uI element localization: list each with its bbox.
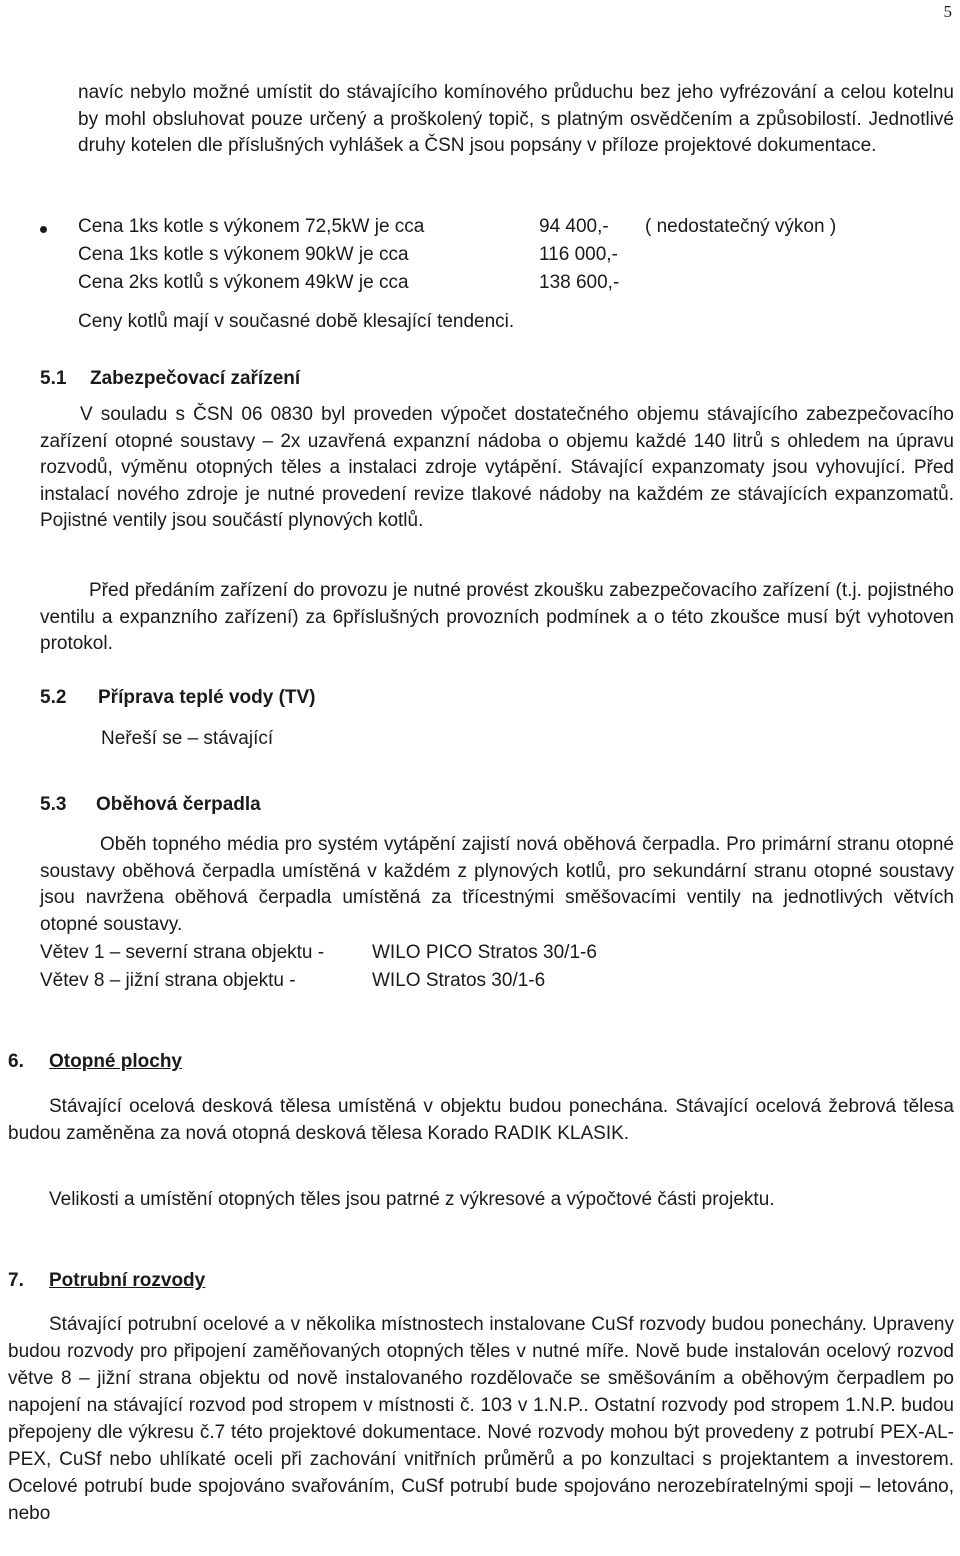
price-amount: 94 400,- bbox=[539, 216, 609, 237]
branch-label: Větev 8 – jižní strana objektu - bbox=[40, 970, 296, 991]
branch-pump: WILO PICO Stratos 30/1-6 bbox=[372, 942, 597, 963]
intro-paragraph: navíc nebylo možné umístit do stávajícího komínového průduchu bez jeho vyfrézování a celou kotelnu by mohl obsluhovat pouze určený a proškolený topič, s platným osvědčením a způsobilostí. Jednotlivé druhy kotelen dle příslušných vyhlášek a ČSN jsou popsány v příloze projektové dokumentace. bbox=[78, 82, 954, 156]
price-amount: 138 600,- bbox=[539, 272, 620, 293]
section-heading-5-3 bbox=[40, 792, 261, 818]
section-title: Příprava teplé vody (TV) bbox=[98, 687, 316, 708]
page-number: 5 bbox=[943, 2, 952, 21]
price-amount: 116 000,- bbox=[539, 244, 618, 265]
section-number: 6. bbox=[8, 1051, 24, 1072]
section-heading-6 bbox=[8, 1049, 182, 1075]
price-trend: Ceny kotlů mají v současné době klesající tendenci. bbox=[78, 311, 515, 332]
section-title: Oběhová čerpadla bbox=[96, 794, 261, 815]
branch-pump: WILO Stratos 30/1-6 bbox=[372, 970, 546, 991]
section-number: 5.2 bbox=[40, 687, 67, 708]
section-title: Otopné plochy bbox=[49, 1051, 182, 1072]
section-5-1-paragraph-1: V souladu s ČSN 06 0830 byl proveden výpočet dostatečného objemu stávajícího zabezpečovacího zařízení otopné soustavy – 2x uzavřená expanzní nádoba o objemu každé 140 litrů s ohledem na úpravu rozvodů, výměnu otopných těles a instalaci zdroje vytápění. Stávající expanzomaty jsou vyhovující. Před instalací nového zdroje je nutné provedení revize tlakové nádoby na každém ze stávajících expanzomatů. Pojistné ventily jsou součástí plynových kotlů. bbox=[40, 404, 954, 531]
price-desc: Cena 1ks kotle s výkonem 72,5kW je cca bbox=[78, 216, 425, 237]
section-6-paragraph-2: Velikosti a umístění otopných těles jsou patrné z výkresové a výpočtové části projektu. bbox=[49, 1189, 775, 1210]
section-number: 7. bbox=[8, 1270, 24, 1291]
section-5-1-paragraph-2: Před předáním zařízení do provozu je nutné provést zkoušku zabezpečovacího zařízení (t.j. pojistného ventilu a expanzního zařízení) za 6příslušných provozních podmínek a o této zkoušce musí být vyhotoven protokol. bbox=[40, 580, 954, 654]
branch-label: Větev 1 – severní strana objektu - bbox=[40, 942, 325, 963]
bullet-icon bbox=[40, 226, 47, 233]
section-number: 5.1 bbox=[40, 368, 67, 389]
section-6-paragraph-1: Stávající ocelová desková tělesa umístěná v objektu budou ponechána. Stávající ocelová žebrová tělesa budou zaměněna za nová otopná desková tělesa Korado RADIK KLASIK. bbox=[8, 1096, 954, 1144]
price-desc: Cena 2ks kotlů s výkonem 49kW je cca bbox=[78, 272, 409, 293]
section-title: Zabezpečovací zařízení bbox=[90, 368, 301, 389]
section-5-2-text: Neřeší se – stávající bbox=[101, 728, 274, 749]
section-heading-5-2 bbox=[40, 685, 316, 711]
section-heading-7 bbox=[8, 1268, 205, 1294]
section-5-3-paragraph: Oběh topného média pro systém vytápění zajistí nová oběhová čerpadla. Pro primární stranu otopné soustavy oběhová čerpadla umístěná v každém z plynových kotlů, pro sekundární stranu otopné soustavy jsou navržena oběhová čerpadla umístěná za třícestnými směšovacími ventily na jednotlivých větvích otopné soustavy. bbox=[40, 834, 954, 935]
price-note: ( nedostatečný výkon ) bbox=[645, 216, 837, 237]
section-heading-5-1 bbox=[40, 366, 300, 392]
section-title: Potrubní rozvody bbox=[49, 1270, 206, 1291]
price-desc: Cena 1ks kotle s výkonem 90kW je cca bbox=[78, 244, 409, 265]
section-number: 5.3 bbox=[40, 794, 67, 815]
section-7-paragraph: Stávající potrubní ocelové a v několika místnostech instalovane CuSf rozvody budou ponechány. Upraveny budou rozvody pro připojení zaměňovaných otopných těles v nutné míře. Nově bude instalován ocelový rozvod větve 8 – jižní strana objektu od nově instalovaného rozdělovače se směšováním a oběhovým čerpadlem po napojení na stávající rozvod pod stropem v místnosti č. 103 v 1.N.P.. Ostatní rozvody pod stropem 1.N.P. budou přepojeny dle výkresu č.7 této projektové dokumentace. Nové rozvody mohou být provedeny z potrubí PEX-AL-PEX, CuSf nebo uhlíkaté oceli při zachování vnitřních průměrů a po konzultaci s projektantem a investorem. Ocelové potrubí bude spojováno svařováním, CuSf potrubí bude spojováno nerozebíratelnými spoji – letováno, nebo bbox=[8, 1314, 954, 1524]
